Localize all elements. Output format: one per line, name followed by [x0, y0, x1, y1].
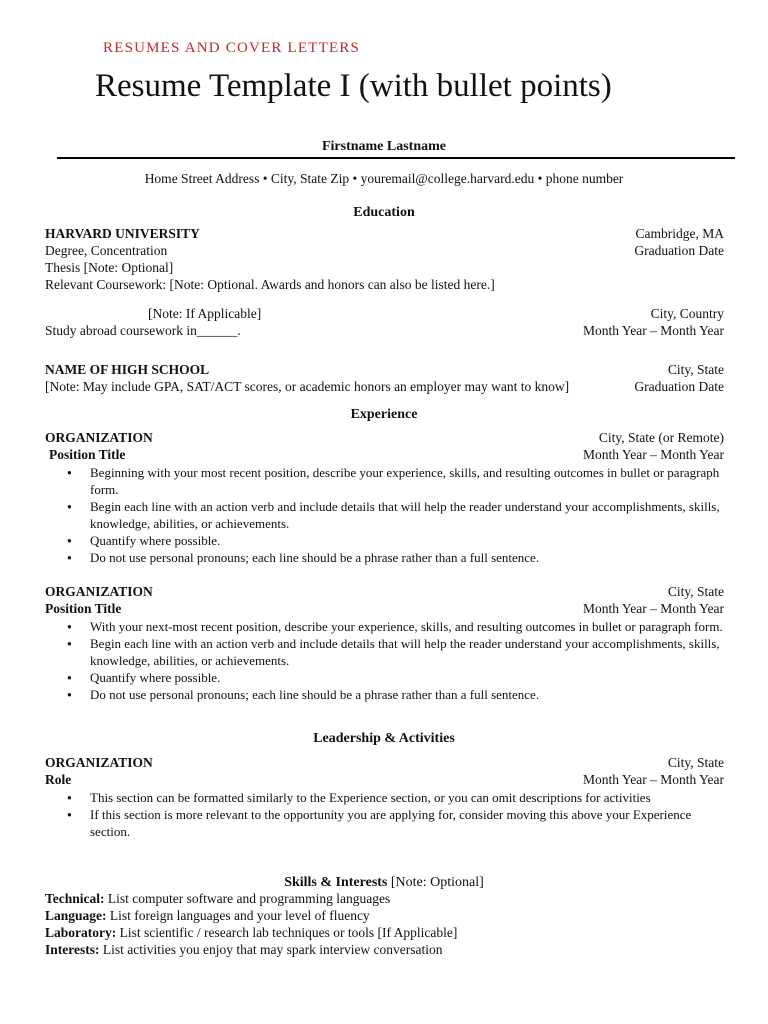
name-divider: [57, 157, 735, 159]
bullet-item: ● Begin each line with an action verb and include details that will help the reader understand your accomplishments, skills, knowledge, abilities, or achievements.: [60, 635, 730, 669]
highschool-note: [Note: May include GPA, SAT/ACT scores, or academic honors an employer may want to know]: [45, 379, 570, 394]
bullet-item: ● Do not use personal pronouns; each line should be a phrase rather than a full sentence.: [60, 549, 730, 566]
skill-text: List computer software and programming languages: [104, 891, 391, 906]
skill-text: List activities you enjoy that may spark interview conversation: [99, 942, 443, 957]
abroad-dates: Month Year – Month Year: [582, 323, 724, 338]
highschool-date: Graduation Date: [634, 379, 724, 394]
experience-heading: Experience: [350, 407, 418, 422]
abroad-coursework: Study abroad coursework in______.: [45, 323, 241, 338]
job2-bullets: [60, 618, 730, 703]
leadership-bullets: [60, 789, 730, 840]
skill-language: [45, 908, 370, 924]
abroad-program: [Note: If Applicable]: [148, 306, 262, 321]
job2-location: City, State: [667, 584, 724, 599]
harvard-date: Graduation Date: [634, 243, 724, 258]
job1-title: Position Title: [49, 447, 126, 462]
highschool-location: City, State: [667, 362, 724, 377]
harvard-location: Cambridge, MA: [635, 226, 724, 241]
harvard-thesis: Thesis [Note: Optional]: [45, 260, 174, 275]
bullet-item: ● Do not use personal pronouns; each line should be a phrase rather than a full sentence.: [60, 686, 730, 703]
bullet-item: ● Begin each line with an action verb and include details that will help the reader understand your accomplishments, skills, knowledge, abilities, or achievements.: [60, 498, 730, 532]
document-title: Resume Template I (with bullet points): [95, 68, 612, 104]
bullet-item: ● With your next-most recent position, describe your experience, skills, and resulting outcomes in bullet or paragraph form.: [60, 618, 730, 635]
bullet-item: ● Quantify where possible.: [60, 669, 730, 686]
skill-label: Interests:: [45, 942, 100, 957]
skill-text: List foreign languages and your level of fluency: [106, 908, 370, 923]
skill-interests: [45, 942, 443, 958]
leadership-location: City, State: [667, 755, 724, 770]
job1-location: City, State (or Remote): [598, 430, 724, 445]
leadership-role: Role: [45, 772, 72, 787]
bullet-item: ● Beginning with your most recent position, describe your experience, skills, and resulting outcomes in bullet or paragraph form.: [60, 464, 730, 498]
job2-dates: Month Year – Month Year: [582, 601, 724, 616]
bullet-item: ● If this section is more relevant to the opportunity you are applying for, consider moving this above your Experience section.: [60, 806, 730, 840]
skill-label: Laboratory:: [45, 925, 117, 940]
leadership-dates: Month Year – Month Year: [582, 772, 724, 787]
skills-heading-note: [Note: Optional]: [387, 875, 484, 890]
job2-title: Position Title: [45, 601, 122, 616]
job1-bullets: [60, 464, 730, 566]
candidate-name: Firstname Lastname: [321, 139, 447, 154]
leadership-org: ORGANIZATION: [45, 755, 153, 770]
section-kicker: RESUMES AND COVER LETTERS: [103, 40, 361, 56]
bullet-item: ● Quantify where possible.: [60, 532, 730, 549]
abroad-location: City, Country: [650, 306, 724, 321]
skills-heading-title: Skills & Interests: [284, 875, 388, 890]
skill-technical: [45, 891, 390, 907]
job1-org: ORGANIZATION: [45, 430, 153, 445]
skill-label: Language:: [45, 908, 107, 923]
skill-text: List scientific / research lab techniques or tools [If Applicable]: [116, 925, 458, 940]
harvard-coursework: Relevant Coursework: [Note: Optional. Awards and honors can also be listed here.]: [45, 277, 495, 292]
harvard-degree: Degree, Concentration: [45, 243, 168, 258]
skills-heading: [0, 875, 768, 891]
harvard-school: HARVARD UNIVERSITY: [45, 226, 200, 241]
highschool-name: NAME OF HIGH SCHOOL: [45, 362, 210, 377]
skill-label: Technical:: [45, 891, 105, 906]
job1-dates: Month Year – Month Year: [582, 447, 724, 462]
contact-line: Home Street Address • City, State Zip • youremail@college.harvard.edu • phone number: [144, 171, 624, 186]
leadership-heading: Leadership & Activities: [313, 731, 455, 746]
job2-org: ORGANIZATION: [45, 584, 153, 599]
bullet-item: ● This section can be formatted similarly to the Experience section, or you can omit descriptions for activities: [60, 789, 730, 806]
skill-laboratory: [45, 925, 457, 941]
education-heading: Education: [353, 205, 415, 220]
